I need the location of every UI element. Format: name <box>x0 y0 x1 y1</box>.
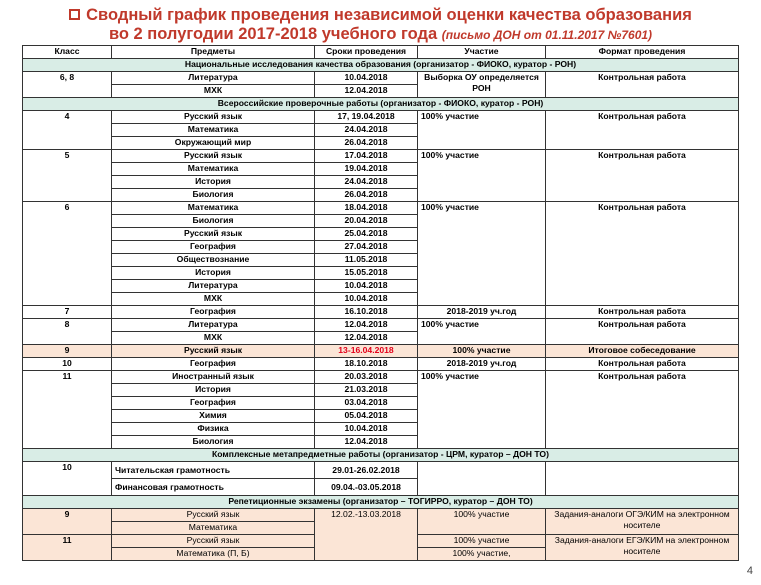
subject-cell: Математика <box>112 202 315 215</box>
date-cell: 15.05.2018 <box>315 267 418 280</box>
subject-cell: Русский язык <box>112 111 315 124</box>
table-row <box>23 306 739 319</box>
class-cell: 11 <box>23 535 112 561</box>
participation-cell: 100% участие <box>418 319 546 345</box>
participation-cell: 100% участие <box>418 535 546 548</box>
table-row <box>23 462 739 479</box>
date-cell: 12.02.-13.03.2018 <box>315 509 418 561</box>
date-cell: 21.03.2018 <box>315 384 418 397</box>
date-cell: 18.10.2018 <box>315 358 418 371</box>
subject-cell: Математика <box>112 124 315 137</box>
participation-cell: 100% участие, <box>418 548 546 561</box>
class-cell: 6 <box>23 202 112 306</box>
date-cell: 09.04.-03.05.2018 <box>315 479 418 496</box>
section-row <box>23 98 739 111</box>
table-row <box>23 509 739 522</box>
subject-cell: Литература <box>112 280 315 293</box>
format-cell: Контрольная работа <box>546 319 739 345</box>
date-cell: 16.10.2018 <box>315 306 418 319</box>
format-cell: Контрольная работа <box>546 111 739 150</box>
format-cell <box>546 462 739 496</box>
format-cell: Контрольная работа <box>546 371 739 449</box>
participation-cell: 2018-2019 уч.год <box>418 306 546 319</box>
format-cell: Контрольная работа <box>546 72 739 98</box>
section-title: Репетиционные экзамены (организатор – ТОГИРРО, куратор – ДОН ТО) <box>23 496 739 509</box>
subject-cell: Биология <box>112 436 315 449</box>
date-cell: 13-16.04.2018 <box>315 345 418 358</box>
date-cell: 20.03.2018 <box>315 371 418 384</box>
class-cell: 10 <box>23 358 112 371</box>
section-row <box>23 449 739 462</box>
participation-cell <box>418 462 546 496</box>
subject-cell: Литература <box>112 319 315 332</box>
subject-cell: Биология <box>112 215 315 228</box>
table-row <box>23 111 739 124</box>
participation-cell: 100% участие <box>418 509 546 535</box>
subject-cell: МХК <box>112 85 315 98</box>
header-dates: Сроки проведения <box>315 46 418 59</box>
format-cell: Контрольная работа <box>546 358 739 371</box>
checkbox-bullet-icon <box>69 9 80 20</box>
class-cell: 6, 8 <box>23 72 112 98</box>
date-cell: 10.04.2018 <box>315 293 418 306</box>
subject-cell: География <box>112 306 315 319</box>
participation-cell: 100% участие <box>418 111 546 150</box>
section-title: Всероссийские проверочные работы (организатор - ФИОКО, куратор - РОН) <box>23 98 739 111</box>
participation-cell: Выборка ОУ определяется РОН <box>418 72 546 98</box>
subject-cell: Химия <box>112 410 315 423</box>
subject-cell: История <box>112 384 315 397</box>
subject-cell: Финансовая грамотность <box>112 479 315 496</box>
subject-cell: Литература <box>112 72 315 85</box>
class-cell: 4 <box>23 111 112 150</box>
participation-cell: 100% участие <box>418 371 546 449</box>
class-cell: 10 <box>23 462 112 496</box>
subject-cell: Русский язык <box>112 509 315 522</box>
subject-cell: Обществознание <box>112 254 315 267</box>
date-cell: 05.04.2018 <box>315 410 418 423</box>
class-cell: 7 <box>23 306 112 319</box>
date-cell: 10.04.2018 <box>315 72 418 85</box>
participation-cell: 2018-2019 уч.год <box>418 358 546 371</box>
date-cell: 17.04.2018 <box>315 150 418 163</box>
title-letter-ref: (письмо ДОН от 01.11.2017 №7601) <box>441 28 653 42</box>
subject-cell: Русский язык <box>112 228 315 241</box>
subject-cell: Математика <box>112 522 315 535</box>
title-line-2: во 2 полугодии 2017-2018 учебного года <box>108 25 438 43</box>
table-row <box>23 72 739 85</box>
section-row <box>23 59 739 72</box>
subject-cell: Математика (П, Б) <box>112 548 315 561</box>
title-line-1: Сводный график проведения независимой оценки качества образования <box>86 6 692 24</box>
table-row <box>23 358 739 371</box>
subject-cell: Окружающий мир <box>112 137 315 150</box>
date-cell: 10.04.2018 <box>315 280 418 293</box>
table-row <box>23 202 739 215</box>
date-cell: 11.05.2018 <box>315 254 418 267</box>
date-cell: 29.01-26.02.2018 <box>315 462 418 479</box>
section-title: Комплексные метапредметные работы (организатор - ЦРМ, куратор – ДОН ТО) <box>23 449 739 462</box>
date-cell: 26.04.2018 <box>315 189 418 202</box>
table-row <box>23 371 739 384</box>
subject-cell: Русский язык <box>112 345 315 358</box>
format-cell: Контрольная работа <box>546 150 739 202</box>
page-title <box>0 6 761 45</box>
date-cell: 12.04.2018 <box>315 436 418 449</box>
section-row <box>23 496 739 509</box>
format-cell: Итоговое собеседование <box>546 345 739 358</box>
date-cell: 27.04.2018 <box>315 241 418 254</box>
subject-cell: История <box>112 267 315 280</box>
header-format: Формат проведения <box>546 46 739 59</box>
format-cell: Контрольная работа <box>546 306 739 319</box>
date-cell: 12.04.2018 <box>315 319 418 332</box>
subject-cell: История <box>112 176 315 189</box>
schedule-table <box>22 45 739 561</box>
class-cell: 11 <box>23 371 112 449</box>
subject-cell: МХК <box>112 293 315 306</box>
date-cell: 03.04.2018 <box>315 397 418 410</box>
subject-cell: МХК <box>112 332 315 345</box>
class-cell: 5 <box>23 150 112 202</box>
participation-cell: 100% участие <box>418 345 546 358</box>
date-cell: 26.04.2018 <box>315 137 418 150</box>
date-cell: 12.04.2018 <box>315 85 418 98</box>
header-subjects: Предметы <box>112 46 315 59</box>
header-class: Класс <box>23 46 112 59</box>
page-number: 4 <box>746 565 753 577</box>
date-cell: 12.04.2018 <box>315 332 418 345</box>
format-cell: Задания-аналоги ОГЭ/КИМ на электронном носителе <box>546 509 739 535</box>
table-row-highlighted <box>23 345 739 358</box>
subject-cell: География <box>112 397 315 410</box>
subject-cell: Физика <box>112 423 315 436</box>
class-cell: 9 <box>23 509 112 535</box>
subject-cell: Русский язык <box>112 535 315 548</box>
subject-cell: География <box>112 241 315 254</box>
table-row <box>23 150 739 163</box>
subject-cell: Биология <box>112 189 315 202</box>
subject-cell: Русский язык <box>112 150 315 163</box>
header-row <box>23 46 739 59</box>
date-cell: 17, 19.04.2018 <box>315 111 418 124</box>
format-cell: Контрольная работа <box>546 202 739 306</box>
subject-cell: Читательская грамотность <box>112 462 315 479</box>
subject-cell: География <box>112 358 315 371</box>
date-cell: 20.04.2018 <box>315 215 418 228</box>
section-title: Национальные исследования качества образования (организатор - ФИОКО, куратор - РОН) <box>23 59 739 72</box>
date-cell: 10.04.2018 <box>315 423 418 436</box>
table-row <box>23 319 739 332</box>
subject-cell: Математика <box>112 163 315 176</box>
date-cell: 19.04.2018 <box>315 163 418 176</box>
date-cell: 24.04.2018 <box>315 124 418 137</box>
subject-cell: Иностранный язык <box>112 371 315 384</box>
participation-cell: 100% участие <box>418 202 546 306</box>
date-cell: 24.04.2018 <box>315 176 418 189</box>
date-cell: 18.04.2018 <box>315 202 418 215</box>
format-cell: Задания-аналоги ЕГЭ/КИМ на электронном носителе <box>546 535 739 561</box>
class-cell: 9 <box>23 345 112 358</box>
class-cell: 8 <box>23 319 112 345</box>
date-cell: 25.04.2018 <box>315 228 418 241</box>
participation-cell: 100% участие <box>418 150 546 202</box>
header-participation: Участие <box>418 46 546 59</box>
